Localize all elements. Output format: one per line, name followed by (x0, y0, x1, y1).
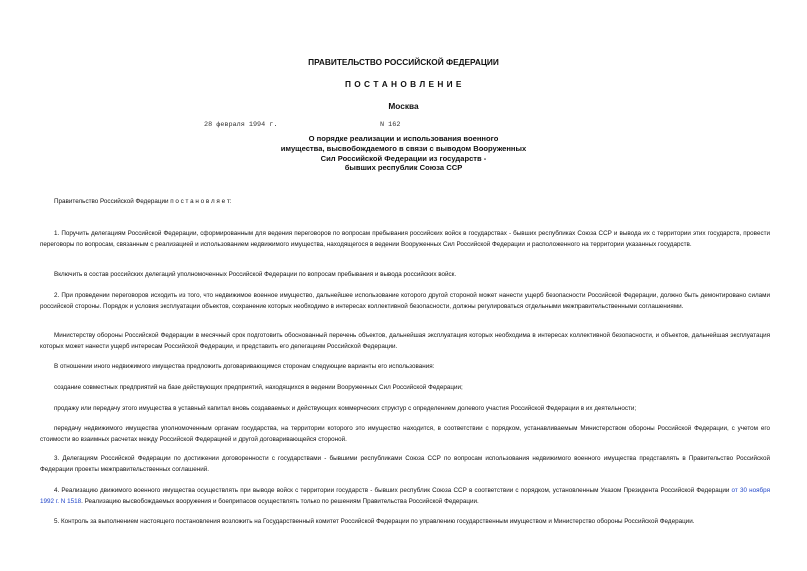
paragraph-4-text-start: 4. Реализацию движимого военного имущества осуществлять при выводе войск с территории государств - бывших республик Союза ССР в соответствии с порядком, установленным Указом Президента Российской Федерации (54, 487, 732, 494)
paragraph-2-option-transfer: передачу недвижимого имущества уполномоченным органам государства, на территории которого это имущество находится, в соответствии с порядком, устанавливаемым Министерством обороны Российской Федерации, с учетом его стоимости во взаимных расчетах между Российской Федерацией и другой договаривающейся стороной. (40, 425, 770, 443)
paragraph-1-addendum: Включить в состав российских делегаций уполномоченных Российской Федерации по вопросам пребывания и вывода российских войск. (54, 271, 457, 278)
paragraph-2-option-sale: продажу или передачу этого имущества в уставный капитал вновь создаваемых и действующих коммерческих структур с определением долевого участия Российской Федерации в их деятельности; (54, 405, 637, 412)
paragraph-2-ministry: Министерству обороны Российской Федерации в месячный срок подготовить обоснованный перечень объектов, дальнейшая эксплуатация которых необходима в интересах коллективной безопасности, и объектов, дальнейшая эксплуатация которых может нанести ущерб интересам Российской Федерации, и представить его делегациям Российской Федерации. (40, 332, 770, 350)
decree-link[interactable]: от 30 ноября 1992 г. N 1518 (40, 487, 770, 505)
paragraph-2-option-joint-ventures: создание совместных предприятий на базе действующих предприятий, находящихся в ведении Вооруженных Сил Российской Федерации; (54, 384, 463, 391)
government-heading: ПРАВИТЕЛЬСТВО РОССИЙСКОЙ ФЕДЕРАЦИИ (308, 57, 499, 67)
document-type-heading: П О С Т А Н О В Л Е Н И Е (345, 79, 462, 89)
paragraph-5: 5. Контроль за выполнением настоящего постановления возложить на Государственный комитет Российской Федерации по управлению государственным имуществом и Министерство обороны Российской Федерации. (54, 518, 695, 525)
paragraph-2: 2. При проведении переговоров исходить из того, что недвижимое военное имущество, дальнейшее использование которого другой стороной может нанести ущерб безопасности Российской Федерации, должно быть демонтировано силами российской стороны. Порядок и условия эксплуатации объектов, сохранение которых необходимо в интересах коллективной безопасности, должны регулироваться отдельными межправительственными соглашениями. (40, 292, 770, 310)
paragraph-2-options: В отношении иного недвижимого имущества предложить договаривающимся сторонам следующие варианты его использования: (54, 363, 435, 370)
title-line: Сил Российской Федерации из государств - (320, 153, 487, 163)
paragraph-4 (40, 486, 770, 507)
title-line: бывших республик Союза ССР (344, 163, 463, 173)
document-title (200, 134, 607, 173)
document-number: N 162 (380, 121, 401, 129)
paragraph-3: 3. Делегациям Российской Федерации по достижении договоренности с государствами - бывшими республиками Союза ССР по вопросам использования недвижимого военного имущества представлять в Правительство Российской Федерации проекты межправительственных соглашений. (40, 455, 770, 473)
preamble: Правительство Российской Федерации п о с т а н о в л я е т: (54, 198, 232, 205)
city-heading: Москва (388, 101, 419, 111)
paragraph-1: 1. Поручить делегациям Российской Федерации, сформированным для ведения переговоров по вопросам пребывания российских войск в государствах - бывших республиках Союза ССР и вывода их с территории этих государств, провести переговоры по вопросам, связанным с реализацией и использованием недвижимого имущества, находящегося в ведении Вооруженных Сил Российской Федерации и расположенного на территории указанных государств. (40, 230, 770, 248)
title-line: О порядке реализации и использования военного (308, 134, 499, 143)
paragraph-4-text-end: . Реализацию высвобождаемых вооружения и боеприпасов осуществлять только по решениям Правительства Российской Федерации. (81, 497, 479, 505)
title-line: имущества, высвобождаемого в связи с выводом Вооруженных (280, 143, 527, 153)
document-date: 28 февраля 1994 г. (204, 121, 278, 129)
